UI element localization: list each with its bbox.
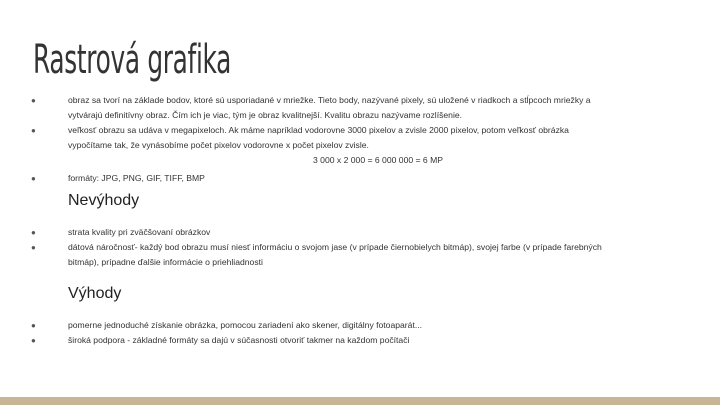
heading-vyhody: Výhody [68, 285, 122, 302]
bullet-icon: ● [31, 336, 36, 345]
list-item-text: vypočítame tak, že vynásobíme počet pixelov vodorovne x počet pixelov zvisle. [68, 140, 369, 150]
list-item [0, 171, 720, 186]
heading-nevyhody: Nevýhody [68, 192, 140, 209]
list-item-text: dátová náročnosť- každý bod obrazu musí niesť informáciu o svojom jase (v prípade čiernobielych bitmáp), svojej farbe (v prípade farebných [68, 242, 602, 252]
bullet-icon: ● [31, 126, 36, 135]
bullet-icon: ● [31, 96, 36, 105]
bullet-list-nevyhody [0, 225, 720, 270]
bullet-icon: ● [31, 243, 36, 252]
footer-bar [0, 397, 720, 405]
list-item [0, 108, 720, 168]
bullet-icon: ● [31, 174, 36, 183]
list-item-text: strata kvality pri zväčšovaní obrázkov [68, 227, 211, 237]
bullet-icon: ● [31, 228, 36, 237]
list-item-text: široká podpora - základné formáty sa dajú v súčasnosti otvoriť takmer na každom počítači [68, 335, 410, 345]
list-item [0, 318, 720, 333]
list-item-text: bitmáp), prípadne ďalšie informácie o priehliadnosti [68, 257, 263, 267]
list-item [0, 225, 720, 240]
list-item-text: vytvárajú definitívny obraz. Čím ich je viac, tým je obraz kvalitnejší. Kvalitu obrazu nazývame rozlíšenie. [68, 110, 463, 120]
list-item-text: veľkosť obrazu sa udáva v megapixeloch. Ak máme napríklad vodorovne 3000 pixelov a zvisle 2000 pixelov, potom veľkosť obrázka [68, 125, 569, 135]
slide-title: Rastrová grafika [33, 37, 232, 83]
list-item [0, 333, 720, 348]
list-item-text: formáty: JPG, PNG, GIF, TIFF, BMP [68, 173, 205, 183]
list-item [0, 240, 720, 270]
list-item-text: pomerne jednoduché získanie obrázka, pomocou zariadení ako skener, digitálny fotoaparát... [68, 320, 422, 330]
list-item-text: obraz sa tvorí na základe bodov, ktoré sú usporiadané v mriežke. Tieto body, nazývané pixely, sú uložené v riadkoch a stĺpcoch mriežky a [68, 95, 591, 105]
bullet-icon: ● [31, 321, 36, 330]
bullet-list-vyhody [0, 318, 720, 348]
formula-text: 3 000 x 2 000 = 6 000 000 = 6 MP [313, 155, 443, 165]
bullet-list-main [0, 93, 720, 186]
